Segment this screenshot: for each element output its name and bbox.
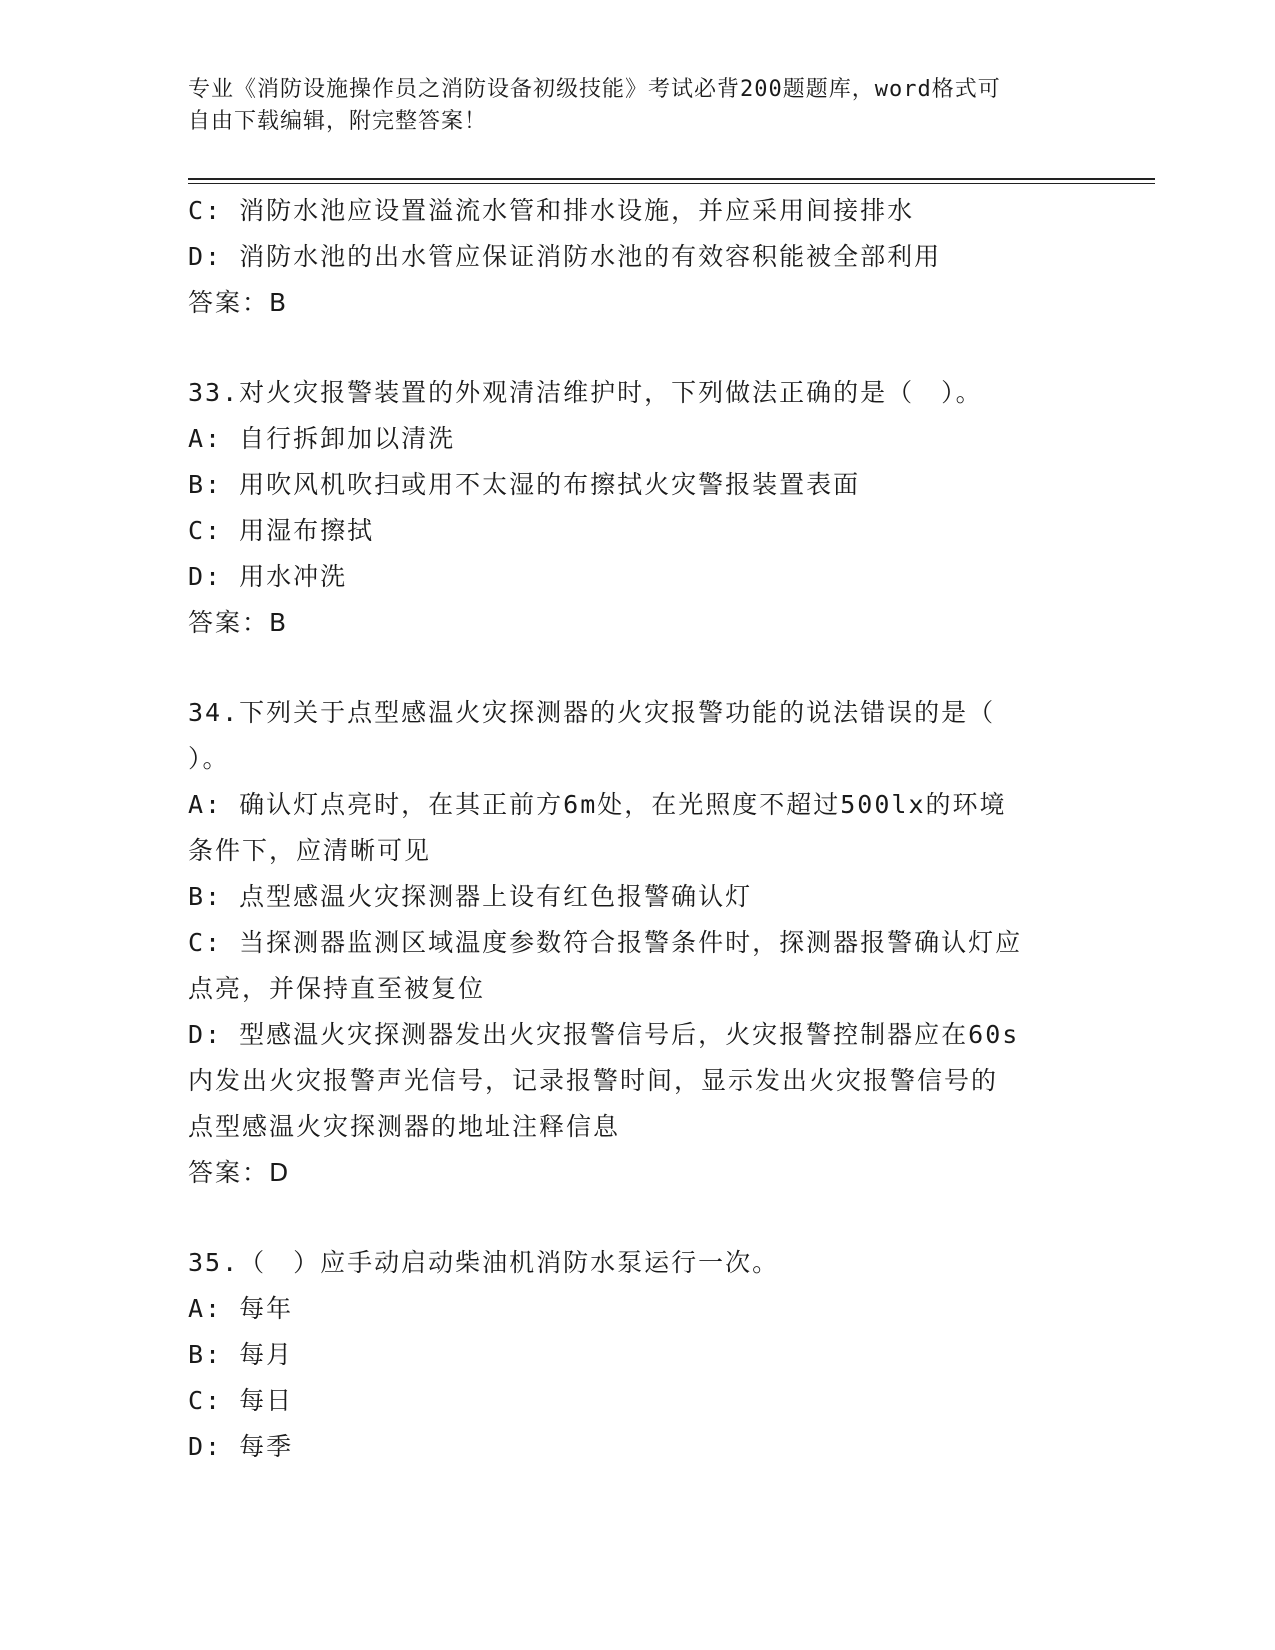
q32-answer: 答案：B xyxy=(188,288,289,317)
question-33 xyxy=(188,370,1078,646)
q34-option-a-line-1: A: 确认灯点亮时，在其正前方6m处，在光照度不超过500lx的环境 xyxy=(188,790,1007,819)
q33-option-c: C: 用湿布擦拭 xyxy=(188,516,375,545)
q34-option-c-line-1: C: 当探测器监测区域温度参数符合报警条件时，探测器报警确认灯应 xyxy=(188,928,1023,957)
q33-option-a: A: 自行拆卸加以清洗 xyxy=(188,424,456,453)
question-32-tail xyxy=(188,188,1078,326)
q35-stem: 35.（ ）应手动启动柴油机消防水泵运行一次。 xyxy=(188,1248,780,1277)
q34-option-d-line-3: 点型感温火灾探测器的地址注释信息 xyxy=(188,1112,621,1141)
q35-option-b: B: 每月 xyxy=(188,1340,294,1369)
q34-answer: 答案：D xyxy=(188,1158,291,1187)
header-title-line-2: 自由下载编辑，附完整答案！ xyxy=(188,109,488,134)
q33-stem: 33.对火灾报警装置的外观清洁维护时，下列做法正确的是（ ）。 xyxy=(188,378,983,407)
q34-option-b: B: 点型感温火灾探测器上设有红色报警确认灯 xyxy=(188,882,753,911)
q34-stem-line-2: ）。 xyxy=(188,744,230,773)
question-list xyxy=(188,188,1078,1514)
q34-option-c-line-2: 点亮，并保持直至被复位 xyxy=(188,974,486,1003)
q33-answer: 答案：B xyxy=(188,608,289,637)
header-divider xyxy=(188,178,1155,184)
q33-option-b: B: 用吹风机吹扫或用不太湿的布擦拭火灾警报装置表面 xyxy=(188,470,861,499)
q32-option-c: C: 消防水池应设置溢流水管和排水设施，并应采用间接排水 xyxy=(188,196,915,225)
header-title-line-1: 专业《消防设施操作员之消防设备初级技能》考试必背200题题库，word格式可 xyxy=(188,77,1001,102)
question-34 xyxy=(188,690,1078,1196)
q33-option-d: D: 用水冲洗 xyxy=(188,562,348,591)
q34-option-d-line-2: 内发出火灾报警声光信号，记录报警时间，显示发出火灾报警信号的 xyxy=(188,1066,999,1095)
q35-option-a: A: 每年 xyxy=(188,1294,294,1323)
q34-stem-line-1: 34.下列关于点型感温火灾探测器的火灾报警功能的说法错误的是（ xyxy=(188,698,996,727)
q35-option-d: D: 每季 xyxy=(188,1432,294,1461)
q32-option-d: D: 消防水池的出水管应保证消防水池的有效容积能被全部利用 xyxy=(188,242,942,271)
question-35 xyxy=(188,1240,1078,1470)
q35-option-c: C: 每日 xyxy=(188,1386,294,1415)
q34-option-d-line-1: D: 型感温火灾探测器发出火灾报警信号后，火灾报警控制器应在60s xyxy=(188,1020,1020,1049)
q34-option-a-line-2: 条件下，应清晰可见 xyxy=(188,836,432,865)
document-header xyxy=(188,74,1088,138)
